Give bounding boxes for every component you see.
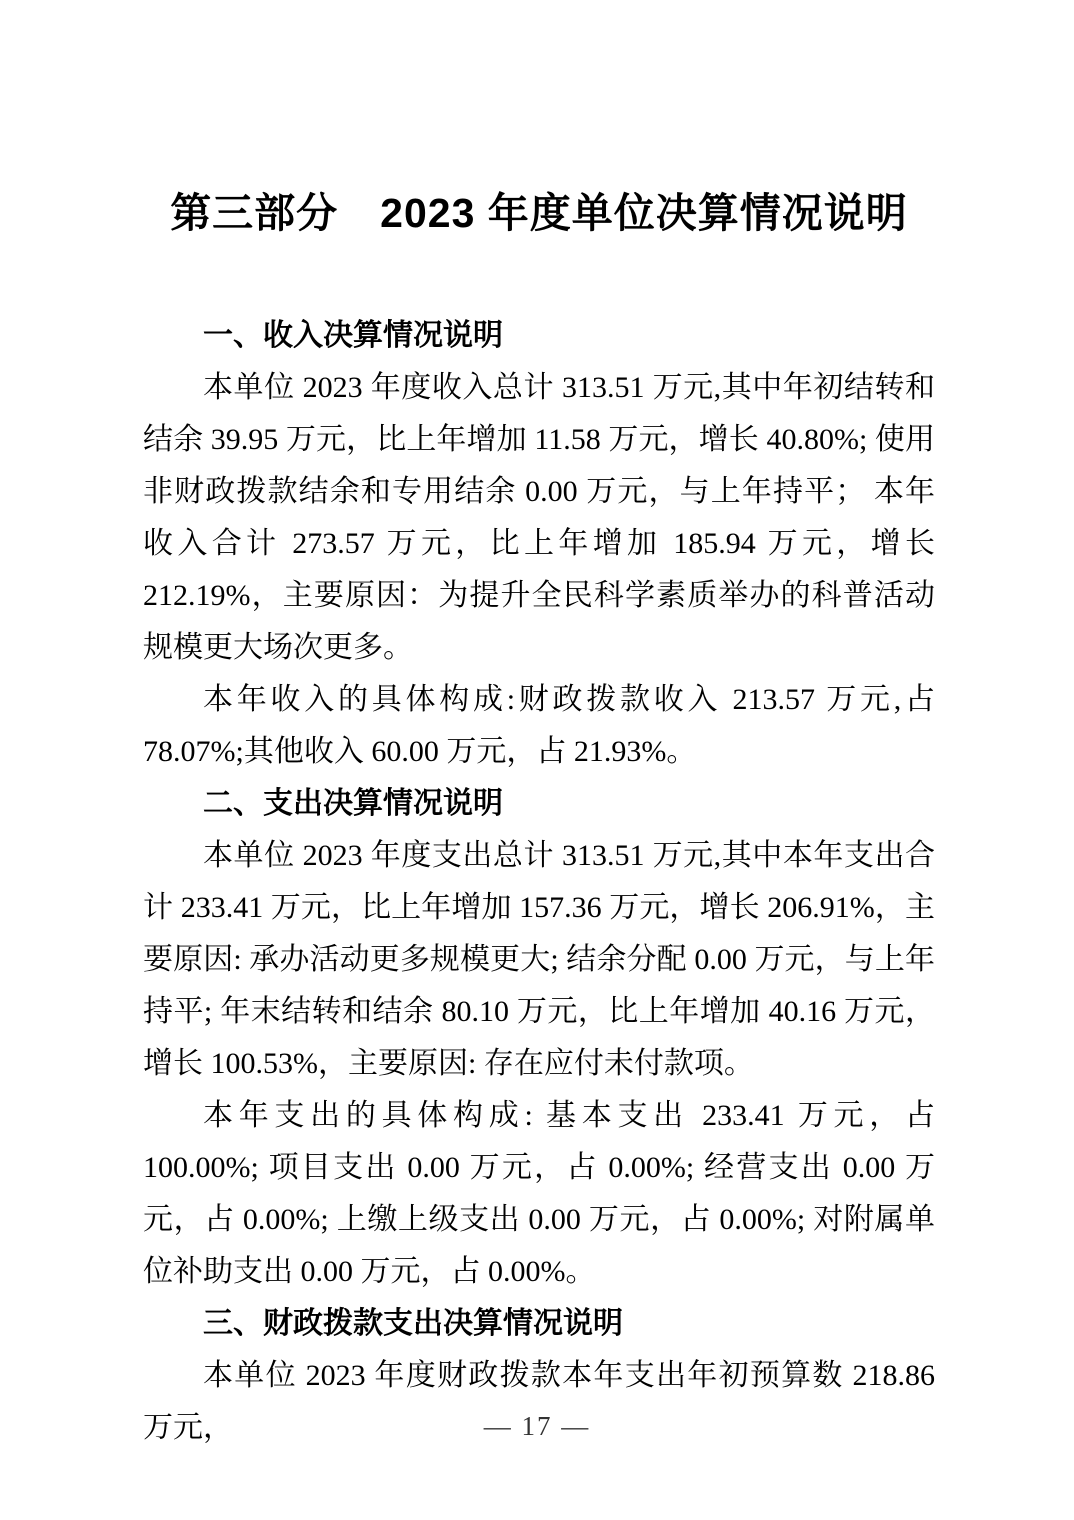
- section-heading-income: 一、收入决算情况说明: [203, 319, 503, 352]
- paragraph: 本年收入的具体构成:财政拨款收入 213.57 万元,占 78.07%;其他收入 60.00 万元，占 21.93%。: [143, 683, 935, 768]
- section-expenditure: [143, 778, 935, 1298]
- paragraph: 本单位 2023 年度支出总计 313.51 万元,其中本年支出合计 233.41 万元，比上年增加 157.36 万元，增长 206.91%，主要原因: 承办活动更多规模更大; 结余分配 0.00 万元，与上年持平; 年末结转和结余 80.10 万元，比上年增加 40.16 万元，增长 100.53%，主要原因: 存在应付未付款项。: [143, 839, 935, 1080]
- section-income: [143, 310, 935, 778]
- document-title: 第三部分 2023 年度单位决算情况说明: [170, 190, 908, 236]
- section-heading-fiscal-appropriation: 三、财政拨款支出决算情况说明: [203, 1307, 623, 1340]
- document-body: [143, 310, 935, 1454]
- paragraph: 本单位 2023 年度收入总计 313.51 万元,其中年初结转和结余 39.95 万元，比上年增加 11.58 万元，增长 40.80%; 使用非财政拨款结余和专用结余 0.00 万元，与上年持平； 本年收入合计 273.57 万元，比上年增加 185.94 万元，增长 212.19%，主要原因：为提升全民科学素质举办的科普活动规模更大场次更多。: [143, 371, 935, 664]
- section-heading-expenditure: 二、支出决算情况说明: [203, 787, 503, 820]
- paragraph: 本年支出的具体构成: 基本支出 233.41 万元，占 100.00%; 项目支出 0.00 万元，占 0.00%; 经营支出 0.00 万元，占 0.00%; 上缴上级支出 0.00 万元，占 0.00%; 对附属单位补助支出 0.00 万元，占 0.00%。: [143, 1099, 935, 1288]
- paragraph: 本单位 2023 年度财政拨款本年支出年初预算数 218.86 万元，: [143, 1359, 935, 1444]
- page-number: — 17 —: [483, 1411, 591, 1441]
